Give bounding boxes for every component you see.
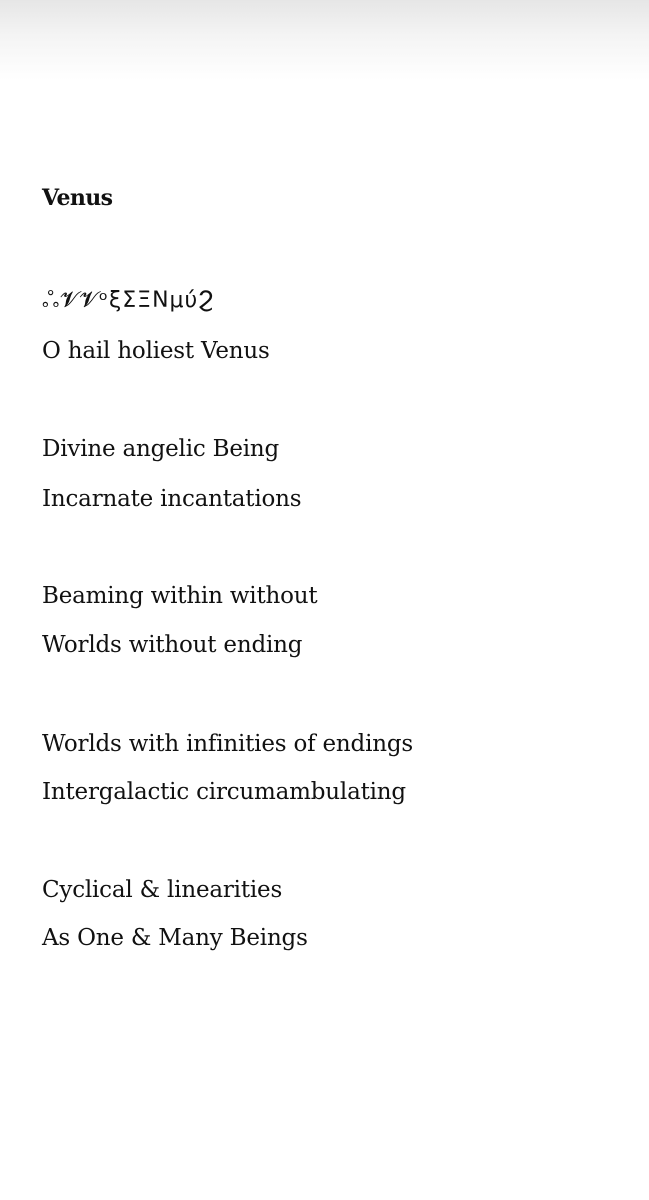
- poem-line-3: Incarnate incantations: [42, 486, 302, 512]
- poem-line-2: Divine angelic Being: [42, 436, 280, 462]
- poem-line-8: Cyclical & linearities: [42, 877, 283, 903]
- top-status-shade: [0, 0, 649, 80]
- poem-line-9: As One & Many Beings: [42, 925, 308, 951]
- poem-glyph-line: ஃ𝓥𝓥ᵒξΣΞΝμύϨ: [42, 288, 215, 313]
- poem-line-1: O hail holiest Venus: [42, 338, 270, 364]
- poem-line-5: Worlds without ending: [42, 632, 303, 658]
- poem-line-7: Intergalactic circumambulating: [42, 779, 406, 805]
- poem-line-6: Worlds with infinities of endings: [42, 731, 413, 757]
- poem-line-4: Beaming within without: [42, 583, 318, 609]
- poem-title: Venus: [42, 185, 113, 211]
